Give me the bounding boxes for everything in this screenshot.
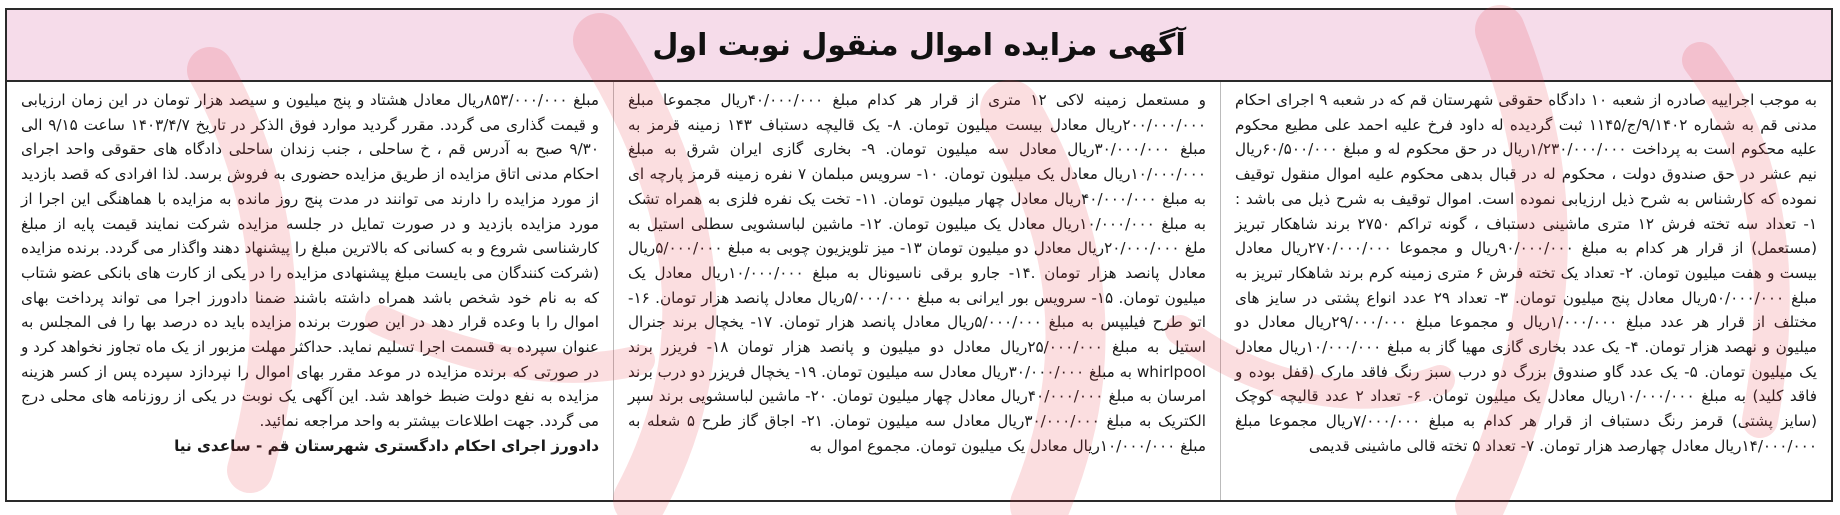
notice-column-3	[7, 82, 613, 500]
column-2-text: و مستعمل زمینه لاکی ۱۲ متری از قرار هر کدام مبلغ ۴۰/۰۰۰/۰۰۰ریال مجموعا مبلغ ۲۰۰/۰۰۰/۰۰۰ریال معادل بیست میلیون تومان. ۸- یک قالیچه دستباف ۱۴۳ زمینه قرمز به مبلغ ۳۰/۰۰۰/۰۰۰ریال معادل سه میلیون تومان. ۹- بخاری گازی ایران شرق به مبلغ ۱۰/۰۰۰/۰۰۰ریال معادل یک میلیون تومان. ۱۰- سرویس مبلمان ۷ نفره زمینه قرمز پارچه ای به مبلغ ۴۰/۰۰۰/۰۰۰ریال معادل چهار میلیون تومان. ۱۱- تخت یک نفره فلزی به همراه تشک به مبلغ ۱۰/۰۰۰/۰۰۰ریال معادل یک میلیون تومان. ۱۲- ماشین لباسشویی سطلی استیل به ملغ ۲۰/۰۰۰/۰۰۰ریال معادل دو میلیون تومان ۱۳- میز تلویزیون چوبی به مبلغ ۵/۰۰۰/۰۰۰ریال معادل پانصد هزار تومان .۱۴- جارو برقی ناسیونال به مبلغ ۱۰/۰۰۰/۰۰۰ریال معادل یک میلیون تومان. ۱۵- سرویس بور ایرانی به مبلغ ۵/۰۰۰/۰۰۰ریال معادل پانصد هزار تومان. ۱۶- اتو طرح فیلیپس به مبلغ ۵/۰۰۰/۰۰۰ریال معادل پانصد هزار تومان. ۱۷- یخچال برند جنرال استیل به مبلغ ۲۵/۰۰۰/۰۰۰ریال معادل دو میلیون و پانصد هزار تومان ۱۸- فریزر برند whirlpool به مبلغ ۳۰/۰۰۰/۰۰۰ریال معادل سه میلیون تومان. ۱۹- یخچال فریزر دو درب برند امرسان به مبلغ ۴۰/۰۰۰/۰۰۰ریال معادل چهار میلیون تومان. ۲۰- ماشین لباسشویی برند سپر الکتریک به مبلغ ۳۰/۰۰۰/۰۰۰ریال معادل سه میلیون تومان. ۲۱- اجاق گاز طرح ۵ شعله به مبلغ ۱۰/۰۰۰/۰۰۰ریال معادل یک میلیون تومان. مجموع اموال به	[628, 91, 1207, 455]
notice-frame	[5, 8, 1833, 502]
column-3-text: مبلغ ۸۵۳/۰۰۰/۰۰۰ریال معادل هشتاد و پنج میلیون و سیصد هزار تومان در این زمان ارزیابی و قیمت گذاری می گردد. مقرر گردید موارد فوق الذکر در تاریخ ۱۴۰۳/۴/۷ ساعت ۹/۱۵ الی ۹/۳۰ صبح به آدرس قم ، خ ساحلی ، جنب زندان ساحلی دادگاه های حقوقی واحد اجرای احکام مدنی اتاق مزایده از طریق مزایده حضوری به فروش برسد. لذا افرادی که قصد بازدید از مورد مزایده را دارند می توانند در مدت پنج روز مانده به مزایده با هماهنگی این اجرا از مورد مزایده بازدید و در صورت تمایل در جلسه مزایده شرکت نمایند قیمت پایه از مبلغ کارشناسی شروع و به کسانی که بالاترین مبلغ را پیشنهاد دهند واگذار می گردد. برنده مزایده (شرکت کنندگان می بایست مبلغ پیشنهادی مزایده را در یکی از کارت های بانکی عضو شتاب که به نام خود شخص باشد همراه داشته باشند ضمنا دادورز اجرا می تواند پرداخت بهای اموال را با وعده قرار دهد در این صورت برنده مزایده باید ده درصد بها را فی المجلس به عنوان سپرده به قسمت اجرا تسلیم نماید. حداکثر مهلت مزبور از یک ماه تجاوز نخواهد کرد و در صورتی که برنده مزایده در موعد مقرر بهای اموال را نپردازد سپرده پس از کسر هزینه مزایده به نفع دولت ضبط خواهد شد. این آگهی یک نوبت در یکی از روزنامه های محلی درج می گردد. جهت اطلاعات بیشتر به واحد مراجعه نمائید.	[21, 91, 599, 431]
notice-column-1	[1221, 82, 1831, 500]
notice-header	[7, 10, 1831, 82]
notice-columns	[7, 82, 1831, 500]
notice-column-2	[613, 82, 1221, 500]
notice-title: آگهی مزایده اموال منقول نوبت اول	[652, 27, 1186, 63]
column-1-text: به موجب اجراییه صادره از شعبه ۱۰ دادگاه حقوقی شهرستان قم که در شعبه ۹ اجرای احکام مدنی قم به شماره ۹/۱۴۰۲/ج/۱۱۴۵ ثبت گردیده له داود فرخ علیه احمد علی مطیع محکوم علیه محکوم است به پرداخت ۱/۲۳۰/۰۰۰/۰۰۰ریال در حق محکوم له و مبلغ ۶۰/۵۰۰/۰۰۰ریال نیم عشر در حق صندوق دولت ، محکوم له در قبال بدهی محکوم علیه اموال منقول توقیف نموده که کارشناس به شرح ذیل ارزیابی نموده است. اموال توقیف به شرح ذیل می باشد : ۱- تعداد سه تخته فرش ۱۲ متری ماشینی دستباف ، گونه تراکم ۲۷۵۰ برند شاهکار تبریز (مستعمل) از قرار هر کدام به مبلغ ۹۰/۰۰۰/۰۰۰ریال و مجموعا ۲۷۰/۰۰۰/۰۰۰ریال معادل بیست و هفت میلیون تومان. ۲- تعداد یک تخته فرش ۶ متری زمینه کرم برند شاهکار تبریز به مبلغ ۵۰/۰۰۰/۰۰۰ریال معادل پنج میلیون تومان. ۳- تعداد ۲۹ عدد انواع پشتی در سایز های مختلف از قرار هر عدد مبلغ ۱/۰۰۰/۰۰۰ریال و مجموعا مبلغ ۲۹/۰۰۰/۰۰۰ریال معادل دو میلیون و نهصد هزار تومان. ۴- یک عدد بخاری گازی مهیا گاز به مبلغ ۱۰/۰۰۰/۰۰۰ریال معادل یک میلیون تومان. ۵- یک عدد گاو صندوق بزرگ دو درب سبز رنگ فاقد مارک (قفل بوده و فاقد کلید) به مبلغ ۱۰/۰۰۰/۰۰۰ریال معادل یک میلیون تومان. ۶- تعداد ۲ عدد قالیچه کوچک (سایز پشتی) قرمز رنگ دستباف از قرار هر کدام به مبلغ ۷/۰۰۰/۰۰۰ریال مجموعا مبلغ ۱۴/۰۰۰/۰۰۰ریال معادل چهارصد هزار تومان. ۷- تعداد ۵ تخته قالی ماشینی قدیمی	[1235, 91, 1818, 455]
notice-signature: دادورز اجرای احکام دادگستری شهرستان قم - ساعدی نیا	[174, 436, 599, 455]
